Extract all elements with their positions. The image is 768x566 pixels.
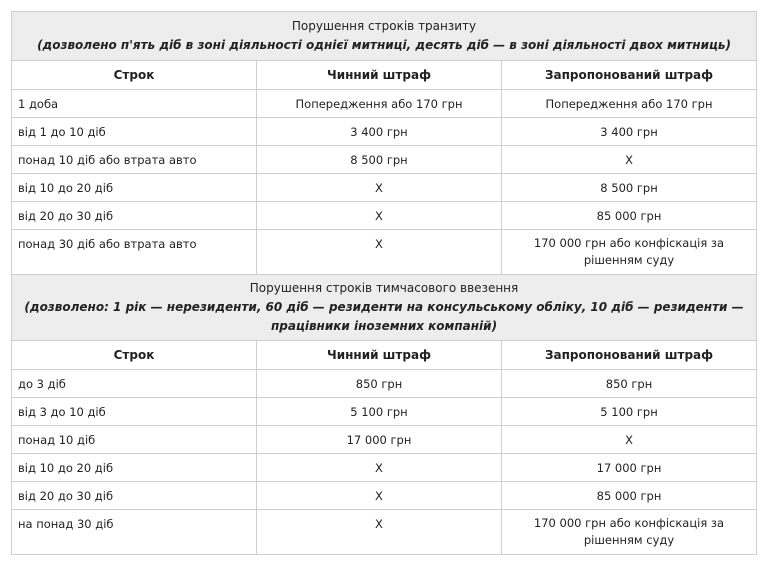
term-cell: від 20 до 30 діб [12,202,257,230]
proposed-fine-cell: Попередження або 170 грн [502,90,757,118]
term-cell: від 3 до 10 діб [12,398,257,426]
table-row [12,230,757,275]
proposed-fine-cell: 850 грн [502,370,757,398]
table-row [12,202,757,230]
table-row [12,426,757,454]
column-header-row [12,341,757,370]
section-header-temporary-import [12,275,757,341]
current-fine-cell: Х [257,482,502,510]
term-cell: понад 30 діб або втрата авто [12,230,257,275]
current-fine-cell: 8 500 грн [257,146,502,174]
current-fine-cell: Х [257,230,502,275]
proposed-fine-cell: 85 000 грн [502,482,757,510]
table-row [12,482,757,510]
section-title-cell [12,12,757,61]
table-row [12,118,757,146]
column-header-term: Строк [12,341,257,370]
term-cell: від 10 до 20 діб [12,174,257,202]
proposed-fine-cell: 85 000 грн [502,202,757,230]
column-header-term: Строк [12,61,257,90]
current-fine-cell: Х [257,202,502,230]
table-row [12,146,757,174]
term-cell: від 10 до 20 діб [12,454,257,482]
term-cell: до 3 діб [12,370,257,398]
table-row [12,370,757,398]
section-title: Порушення строків тимчасового ввезення [249,281,519,295]
current-fine-cell: Х [257,174,502,202]
section-note: (дозволено п'ять діб в зоні діяльності однієї митниці, десять діб — в зоні діяльності двох митниць) [37,38,731,52]
section-title-cell [12,275,757,341]
current-fine-cell: Х [257,454,502,482]
column-header-current-fine: Чинний штраф [257,341,502,370]
proposed-fine-cell: 17 000 грн [502,454,757,482]
term-cell: 1 доба [12,90,257,118]
section-header-transit [12,12,757,61]
column-header-proposed-fine: Запропонований штраф [502,341,757,370]
proposed-fine-cell: Х [502,426,757,454]
proposed-fine-cell: 170 000 грн або конфіскація за рішенням суду [502,230,757,275]
term-cell: понад 10 діб або втрата авто [12,146,257,174]
table-row [12,174,757,202]
table-row [12,90,757,118]
current-fine-cell: 17 000 грн [257,426,502,454]
term-cell: від 1 до 10 діб [12,118,257,146]
proposed-fine-cell: 8 500 грн [502,174,757,202]
table-row [12,510,757,555]
fines-table [11,11,757,555]
column-header-row [12,61,757,90]
table-row [12,398,757,426]
proposed-fine-cell: Х [502,146,757,174]
section-note: (дозволено: 1 рік — нерезиденти, 60 діб — резиденти на консульському обліку, 10 діб — резиденти — працівники іноземних компаній) [24,300,744,333]
term-cell: від 20 до 30 діб [12,482,257,510]
column-header-proposed-fine: Запропонований штраф [502,61,757,90]
term-cell: на понад 30 діб [12,510,257,555]
section-title: Порушення строків транзиту [291,19,477,33]
current-fine-cell: 3 400 грн [257,118,502,146]
fines-table-container [11,11,756,555]
proposed-fine-cell: 5 100 грн [502,398,757,426]
current-fine-cell: Х [257,510,502,555]
current-fine-cell: Попередження або 170 грн [257,90,502,118]
column-header-current-fine: Чинний штраф [257,61,502,90]
term-cell: понад 10 діб [12,426,257,454]
proposed-fine-cell: 170 000 грн або конфіскація за рішенням суду [502,510,757,555]
current-fine-cell: 850 грн [257,370,502,398]
current-fine-cell: 5 100 грн [257,398,502,426]
proposed-fine-cell: 3 400 грн [502,118,757,146]
table-row [12,454,757,482]
